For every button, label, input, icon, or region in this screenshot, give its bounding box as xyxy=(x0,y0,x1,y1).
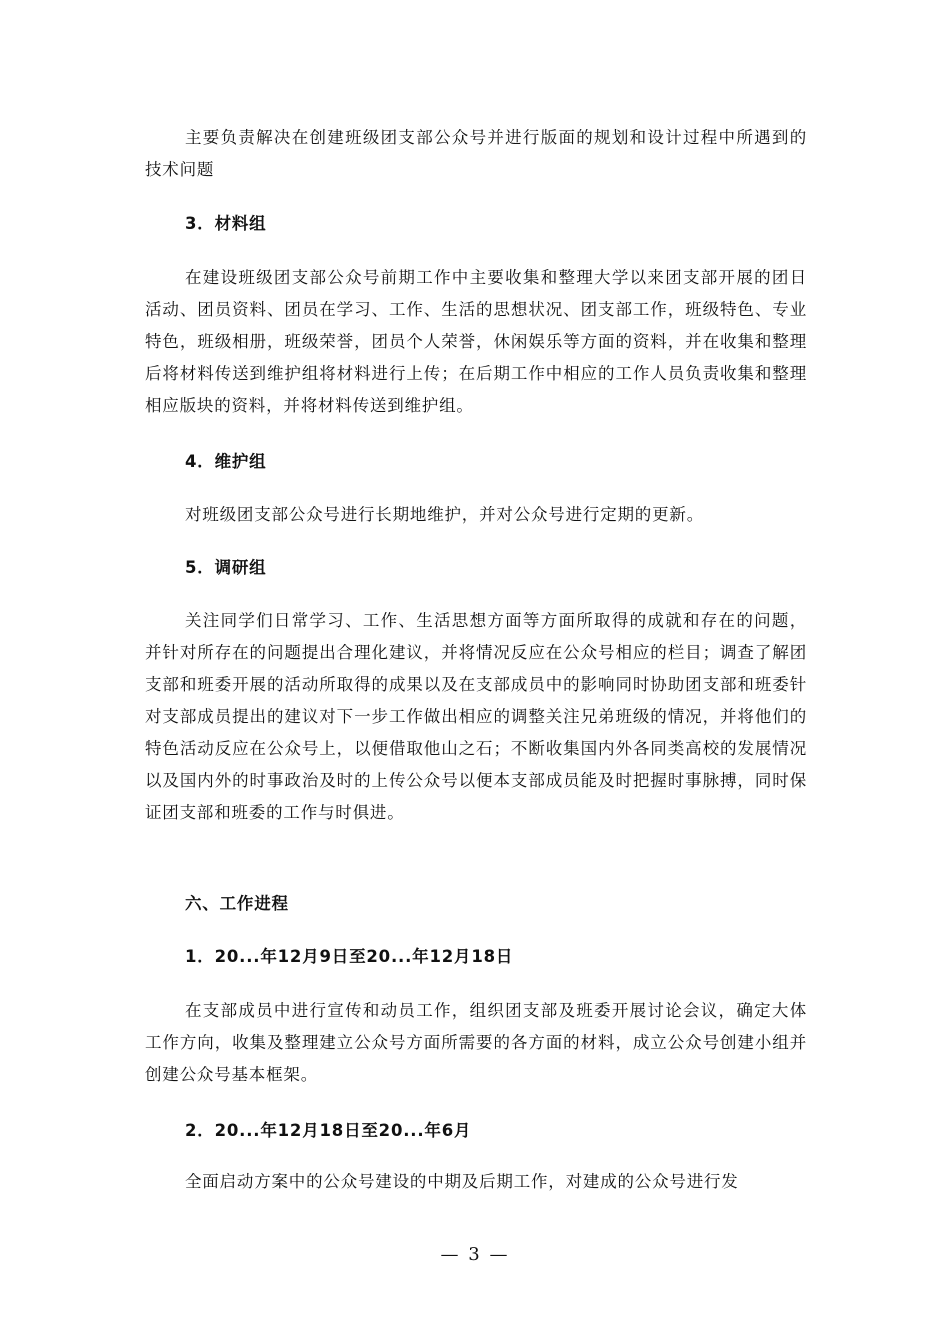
research-group-description: 关注同学们日常学习、工作、生活思想方面等方面所取得的成就和存在的问题，并针对所存在的问题提出合理化建议，并将情况反应在公众号相应的栏目；调查了解团支部和班委开展的活动所取得的成果以及在支部成员中的影响同时协助团支部和班委针对支部成员提出的建议对下一步工作做出相应的调整关注兄弟班级的情况，并将他们的特色活动反应在公众号上，以便借取他山之石；不断收集国内外各同类高校的发展情况以及国内外的时事政治及时的上传公众号以便本支部成员能及时把握时事脉搏，同时保证团支部和班委的工作与时俱进。 xyxy=(145,611,807,822)
research-group-section xyxy=(145,605,807,829)
maintenance-group-heading: 4．维护组 xyxy=(185,452,267,471)
maintenance-group-heading-wrap xyxy=(145,446,807,478)
stage-one-heading: 1．20...年12月9日至20...年12月18日 xyxy=(185,947,514,966)
page-number: — 3 — xyxy=(440,1244,510,1265)
maintenance-group-description: 对班级团支部公众号进行长期地维护，并对公众号进行定期的更新。 xyxy=(185,505,704,524)
stage-one-heading-wrap xyxy=(145,941,807,973)
work-progress-heading-wrap xyxy=(145,888,807,920)
materials-group-heading: 3．材料组 xyxy=(185,214,267,233)
stage-two-section xyxy=(145,1166,807,1198)
materials-group-description: 在建设班级团支部公众号前期工作中主要收集和整理大学以来团支部开展的团日活动、团员资料、团员在学习、工作、生活的思想状况、团支部工作，班级特色、专业特色，班级相册，班级荣誉，团员个人荣誉，休闲娱乐等方面的资料，并在收集和整理后将材料传送到维护组将材料进行上传；在后期工作中相应的工作人员负责收集和整理相应版块的资料，并将材料传送到维护组。 xyxy=(145,268,807,415)
stage-one-description: 在支部成员中进行宣传和动员工作，组织团支部及班委开展讨论会议，确定大体工作方向，收集及整理建立公众号方面所需要的各方面的材料，成立公众号创建小组并创建公众号基本框架。 xyxy=(145,1001,807,1084)
research-group-heading-wrap xyxy=(145,552,807,584)
maintenance-group-section xyxy=(145,499,807,531)
stage-two-heading-wrap xyxy=(145,1115,807,1147)
tech-group-description: 主要负责解决在创建班级团支部公众号并进行版面的规划和设计过程中所遇到的技术问题 xyxy=(145,128,807,179)
tech-group-section xyxy=(145,122,807,186)
stage-two-heading: 2．20...年12月18日至20...年6月 xyxy=(185,1121,472,1140)
stage-two-description: 全面启动方案中的公众号建设的中期及后期工作，对建成的公众号进行发 xyxy=(185,1172,739,1191)
stage-one-section xyxy=(145,995,807,1091)
research-group-heading: 5．调研组 xyxy=(185,558,267,577)
materials-group-section xyxy=(145,262,807,422)
work-progress-heading: 六、工作进程 xyxy=(185,894,289,913)
materials-group-heading-wrap xyxy=(145,208,807,240)
